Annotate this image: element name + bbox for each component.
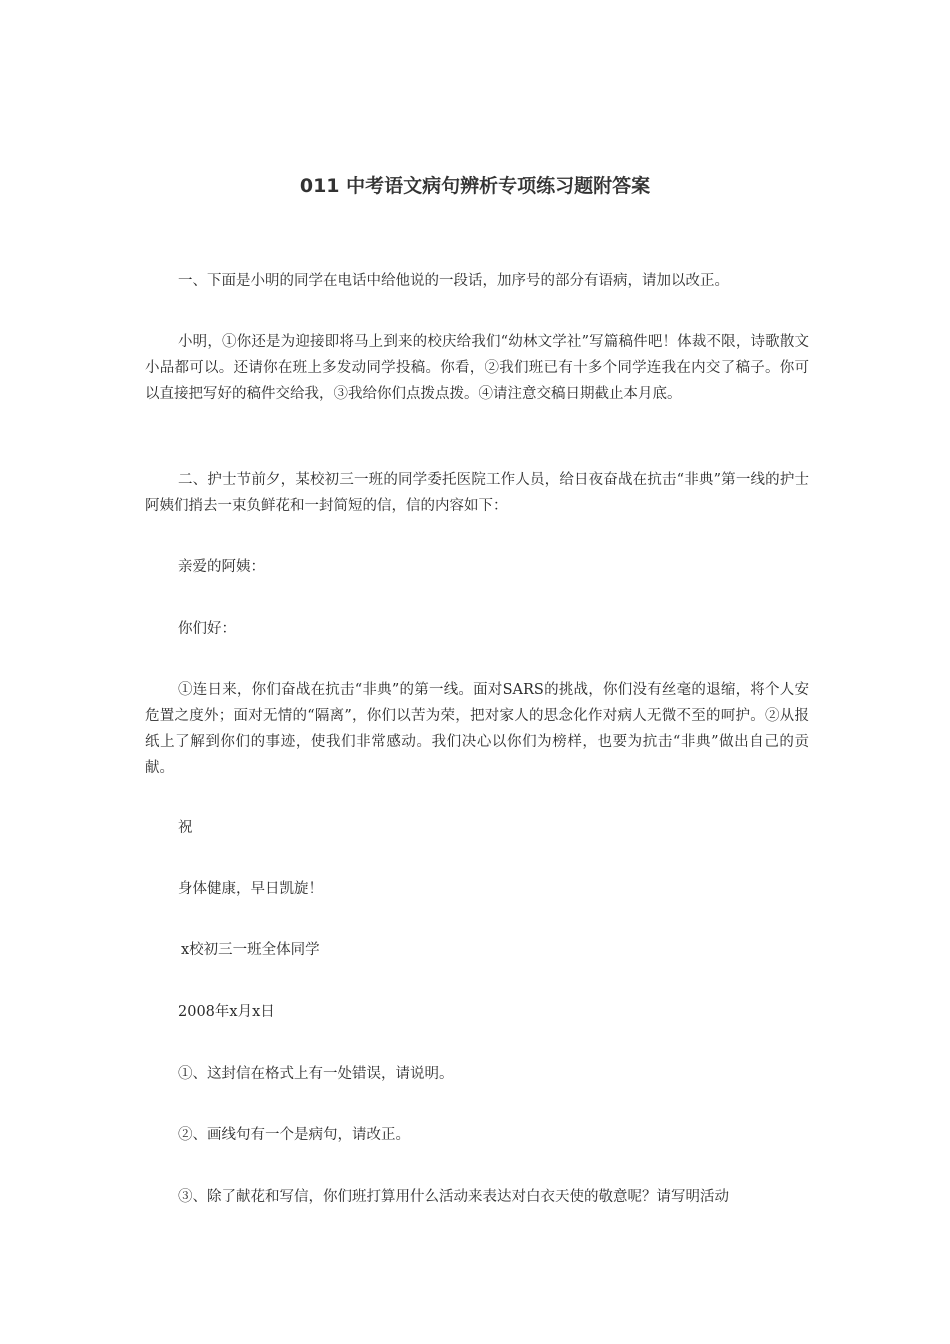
page-title: 011 中考语文病句辨析专项练习题附答案 [299,175,651,197]
sub-question-2: ②、画线句有一个是病句，请改正。 [178,1127,410,1143]
letter-salutation: 亲爱的阿姨： [178,559,265,575]
question-1-passage: 小明，①你还是为迎接即将马上到来的校庆给我们“幼林文学社”写篇稿件吧！体裁不限，诗歌散文小品都可以。还请你在班上多发动同学投稿。你看，②我们班已有十多个同学连我在内交了稿子。你可以直接把写好的稿件交给我，③我给你们点拨点拨。④请注意交稿日期截止本月底。 [145,334,809,402]
letter-body: ①连日来，你们奋战在抗击“非典”的第一线。面对SARS的挑战，你们没有丝毫的退缩，将个人安危置之度外；面对无情的“隔离”，你们以苦为荣，把对家人的思念化作对病人无微不至的呵护。②从报纸上了解到你们的事迹，使我们非常感动。我们决心以你们为榜样，也要为抗击“非典”做出自己的贡献。 [145,682,809,776]
question-2-intro: 二、护士节前夕，某校初三一班的同学委托医院工作人员，给日夜奋战在抗击“非典”第一线的护士阿姨们捎去一束负鲜花和一封简短的信，信的内容如下： [145,472,809,514]
letter-closing-blessing: 身体健康，早日凯旋！ [178,881,323,897]
letter-signature: x校初三一班全体同学 [181,942,320,958]
letter-date: 2008年x月x日 [178,1004,275,1020]
question-1-intro: 一、下面是小明的同学在电话中给他说的一段话，加序号的部分有语病，请加以改正。 [178,273,729,289]
sub-question-1: ①、这封信在格式上有一处错误，请说明。 [178,1066,454,1082]
letter-closing-wish: 祝 [178,820,193,836]
letter-greeting: 你们好： [178,621,236,637]
sub-question-3: ③、除了献花和写信，你们班打算用什么活动来表达对白衣天使的敬意呢？请写明活动 [178,1189,729,1205]
